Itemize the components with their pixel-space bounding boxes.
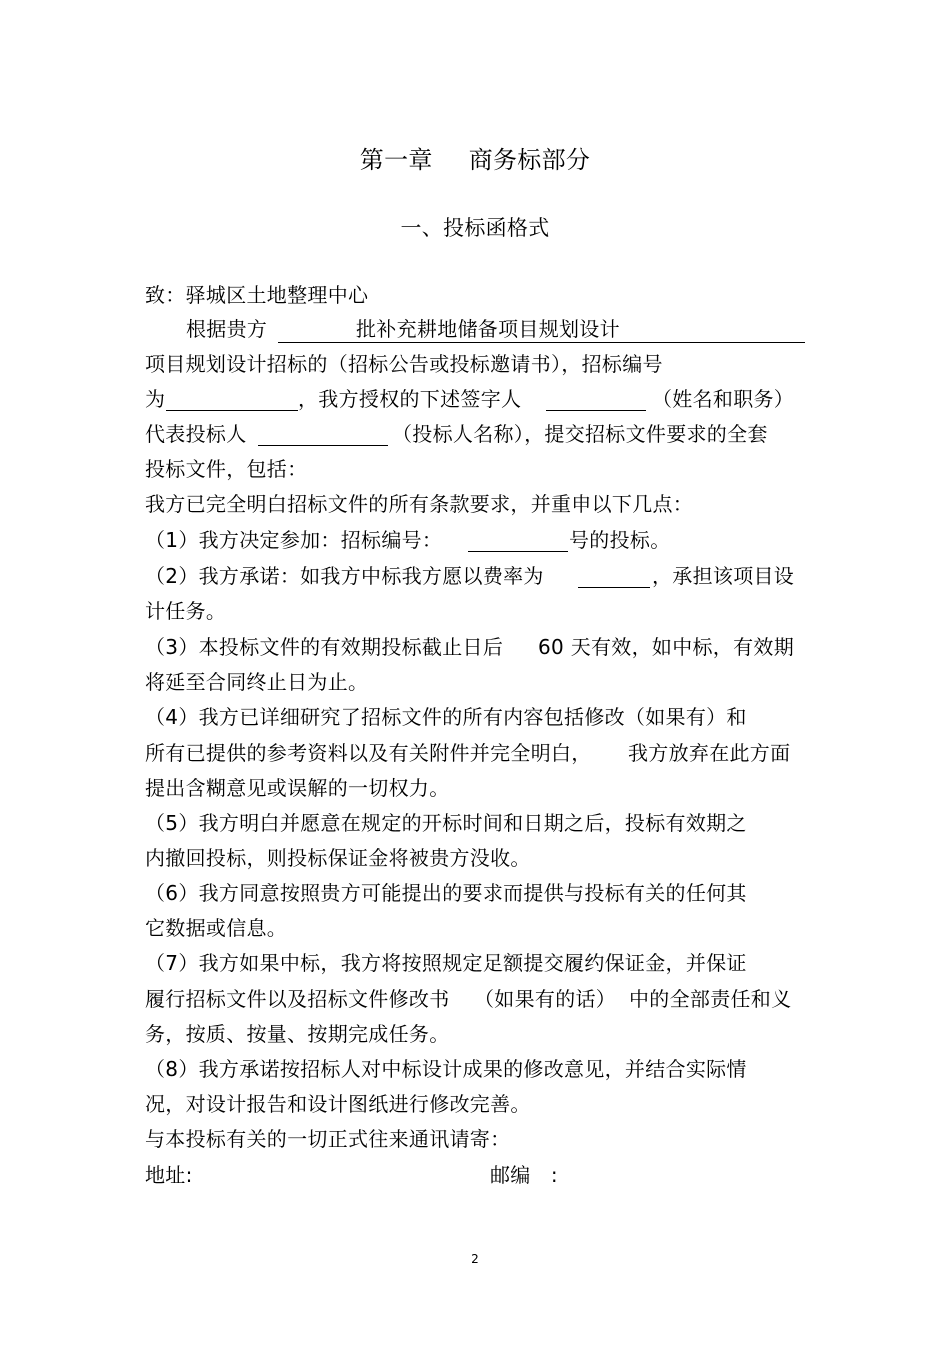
intro-line-5: 投标文件，包括： bbox=[145, 457, 308, 481]
postcode-label: 邮编 : bbox=[490, 1163, 558, 1187]
item-6-line-1: （6）我方同意按照贵方可能提出的要求而提供与投标有关的任何其 bbox=[145, 881, 747, 905]
item-7-line-2a: 履行招标文件以及招标文件修改书 bbox=[145, 987, 450, 1011]
intro-line-4-start: 代表投标人 bbox=[145, 422, 247, 446]
item-7-line-1: （7）我方如果中标，我方将按照规定足额提交履约保证金，并保证 bbox=[145, 951, 747, 975]
addressee: 致：驿城区土地整理中心 bbox=[145, 283, 369, 307]
tender-number-blank bbox=[166, 388, 298, 411]
item-3-mid: 60 天有效，如中标，有效期 bbox=[538, 635, 795, 659]
intro-line-3-start: 为 bbox=[145, 387, 166, 411]
chapter-title: 商务标部分 bbox=[468, 146, 591, 174]
page-number: 2 bbox=[471, 1252, 479, 1266]
section-title: 一、投标函格式 bbox=[400, 216, 550, 240]
chapter-heading bbox=[0, 144, 950, 176]
signatory-blank bbox=[546, 388, 646, 411]
item-4-line-3: 提出含糊意见或误解的一切权力。 bbox=[145, 776, 450, 800]
item-4-line-2a: 所有已提供的参考资料以及有关附件并完全明白， bbox=[145, 741, 592, 765]
intro-prefix: 根据贵方 bbox=[186, 317, 268, 341]
item-4-line-1: （4）我方已详细研究了招标文件的所有内容包括修改（如果有）和 bbox=[145, 705, 747, 729]
item-2-mid: ，承担该项目设 bbox=[652, 564, 795, 588]
item-2-end: 计任务。 bbox=[145, 599, 227, 623]
item-6-line-2: 它数据或信息。 bbox=[145, 916, 288, 940]
item-2-start: （2）我方承诺：如我方中标我方愿以费率为 bbox=[145, 564, 544, 588]
item-5-line-1: （5）我方明白并愿意在规定的开标时间和日期之后，投标有效期之 bbox=[145, 811, 747, 835]
address-label: 地址: bbox=[145, 1163, 193, 1187]
item-3-start: （3）本投标文件的有效期投标截止日后 bbox=[145, 635, 504, 659]
bidder-name-blank bbox=[258, 423, 388, 446]
fee-rate-blank bbox=[578, 565, 650, 588]
item-7-line-3: 务，按质、按量、按期完成任务。 bbox=[145, 1022, 450, 1046]
item-1-blank bbox=[468, 529, 568, 552]
project-name-blank bbox=[278, 316, 805, 343]
intro-line-4-end: （投标人名称），提交招标文件要求的全套 bbox=[392, 422, 768, 446]
chapter-number: 第一章 bbox=[359, 146, 433, 174]
item-8-line-2: 况，对设计报告和设计图纸进行修改完善。 bbox=[145, 1092, 531, 1116]
item-1-end: 号的投标。 bbox=[569, 528, 671, 552]
item-7-line-2c: 中的全部责任和义 bbox=[629, 987, 792, 1011]
item-3-end: 将延至合同终止日为止。 bbox=[145, 670, 369, 694]
intro-line-3-mid: ，我方授权的下述签字人 bbox=[298, 387, 522, 411]
item-1-start: （1）我方决定参加：招标编号： bbox=[145, 528, 443, 552]
item-5-line-2: 内撤回投标，则投标保证金将被贵方没收。 bbox=[145, 846, 531, 870]
intro-line-3-end: （姓名和职务） bbox=[652, 387, 795, 411]
item-8-line-1: （8）我方承诺按招标人对中标设计成果的修改意见，并结合实际情 bbox=[145, 1057, 747, 1081]
intro-line-2: 项目规划设计招标的（招标公告或投标邀请书），招标编号 bbox=[145, 352, 663, 376]
statement: 我方已完全明白招标文件的所有条款要求，并重申以下几点： bbox=[145, 492, 694, 516]
item-4-line-2b: 我方放弃在此方面 bbox=[628, 741, 791, 765]
correspondence-note: 与本投标有关的一切正式往来通讯请寄： bbox=[145, 1127, 511, 1151]
project-name: 批补充耕地储备项目规划设计 bbox=[356, 317, 620, 341]
item-7-line-2b: （如果有的话） bbox=[474, 987, 617, 1011]
